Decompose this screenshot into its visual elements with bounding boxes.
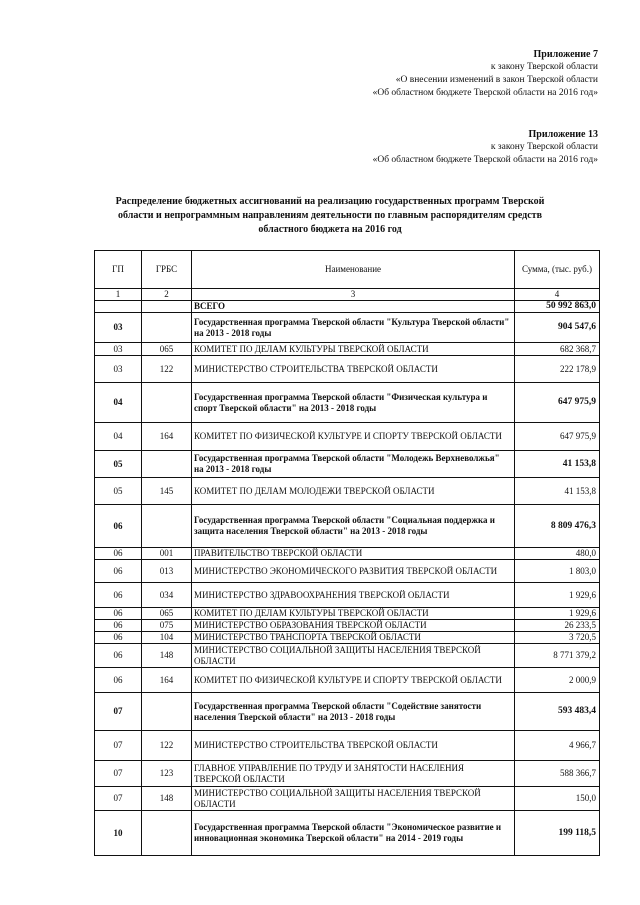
name-cell: КОМИТЕТ ПО ФИЗИЧЕСКОЙ КУЛЬТУРЕ И СПОРТУ ТВЕРСКОЙ ОБЛАСТИ [192, 668, 515, 693]
sum-cell: 647 975,9 [515, 423, 600, 451]
table-row [95, 451, 600, 478]
name-cell: Государственная программа Тверской области "Физическая культура и спорт Тверской области" на 2013 - 2018 годы [192, 383, 515, 423]
grbs-cell: 013 [142, 560, 192, 583]
grbs-cell [142, 313, 192, 343]
table-body [95, 313, 600, 856]
appendix-7-line: к закону Тверской области [490, 62, 598, 72]
document-title-line: областного бюджета на 2016 год [258, 224, 402, 235]
table-row [95, 313, 600, 343]
header-grbs: ГРБС [142, 251, 192, 289]
document-title [60, 195, 600, 237]
sum-cell: 4 966,7 [515, 731, 600, 761]
sum-cell: 150,0 [515, 787, 600, 811]
colnum-3: 3 [192, 289, 515, 301]
grbs-cell: 104 [142, 632, 192, 644]
sum-cell: 647 975,9 [515, 383, 600, 423]
grbs-cell: 164 [142, 668, 192, 693]
grbs-cell: 122 [142, 356, 192, 383]
grbs-cell: 145 [142, 478, 192, 505]
gp-cell: 06 [95, 548, 142, 560]
table-row [95, 668, 600, 693]
colnum-4: 4 [515, 289, 600, 301]
name-cell: МИНИСТЕРСТВО ЗДРАВООХРАНЕНИЯ ТВЕРСКОЙ ОБЛАСТИ [192, 583, 515, 608]
gp-cell: 07 [95, 787, 142, 811]
table-row [95, 356, 600, 383]
table-row [95, 731, 600, 761]
appendix-13-line: к закону Тверской области [490, 142, 598, 152]
gp-cell: 07 [95, 731, 142, 761]
grbs-cell: 001 [142, 548, 192, 560]
table-row [95, 583, 600, 608]
total-row [95, 301, 600, 313]
table-header-row [95, 251, 600, 289]
sum-cell: 904 547,6 [515, 313, 600, 343]
sum-cell: 41 153,8 [515, 451, 600, 478]
grbs-cell [142, 505, 192, 548]
name-cell: Государственная программа Тверской области "Содействие занятости населения Тверской области" на 2013 - 2018 годы [192, 693, 515, 731]
gp-cell: 03 [95, 343, 142, 356]
column-number-row [95, 289, 600, 301]
sum-cell: 1 929,6 [515, 608, 600, 620]
gp-cell: 06 [95, 644, 142, 668]
table-row [95, 620, 600, 632]
grbs-cell: 122 [142, 731, 192, 761]
appendix-7-header [373, 48, 598, 100]
table-row [95, 644, 600, 668]
header-gp: ГП [95, 251, 142, 289]
gp-cell: 04 [95, 383, 142, 423]
name-cell: Государственная программа Тверской области "Молодежь Верхневолжья" на 2013 - 2018 годы [192, 451, 515, 478]
table-row [95, 548, 600, 560]
name-cell: ПРАВИТЕЛЬСТВО ТВЕРСКОЙ ОБЛАСТИ [192, 548, 515, 560]
gp-cell: 05 [95, 451, 142, 478]
sum-cell: 199 118,5 [515, 811, 600, 856]
gp-cell: 03 [95, 313, 142, 343]
gp-cell: 06 [95, 560, 142, 583]
gp-cell: 06 [95, 583, 142, 608]
sum-cell: 480,0 [515, 548, 600, 560]
grbs-cell: 075 [142, 620, 192, 632]
gp-cell: 05 [95, 478, 142, 505]
sum-cell: 8 771 379,2 [515, 644, 600, 668]
sum-cell: 222 178,9 [515, 356, 600, 383]
sum-cell: 682 368,7 [515, 343, 600, 356]
table-row [95, 787, 600, 811]
name-cell: МИНИСТЕРСТВО СОЦИАЛЬНОЙ ЗАЩИТЫ НАСЕЛЕНИЯ ТВЕРСКОЙ ОБЛАСТИ [192, 644, 515, 668]
sum-cell: 593 483,4 [515, 693, 600, 731]
sum-cell: 41 153,8 [515, 478, 600, 505]
table-row [95, 693, 600, 731]
table-row [95, 478, 600, 505]
colnum-1: 1 [95, 289, 142, 301]
appendix-13-title: Приложение 13 [528, 129, 598, 140]
budget-table [94, 250, 600, 856]
gp-cell: 06 [95, 632, 142, 644]
gp-cell: 07 [95, 693, 142, 731]
table-row [95, 423, 600, 451]
header-name: Наименование [192, 251, 515, 289]
sum-cell: 1 803,0 [515, 560, 600, 583]
grbs-cell: 148 [142, 787, 192, 811]
grbs-cell: 123 [142, 761, 192, 787]
total-label: ВСЕГО [192, 301, 515, 313]
table-row [95, 632, 600, 644]
sum-cell: 8 809 476,3 [515, 505, 600, 548]
sum-cell: 1 929,6 [515, 583, 600, 608]
name-cell: МИНИСТЕРСТВО ОБРАЗОВАНИЯ ТВЕРСКОЙ ОБЛАСТИ [192, 620, 515, 632]
name-cell: Государственная программа Тверской области "Экономическое развитие и инновационная экономика Тверской области" на 2014 - 2019 годы [192, 811, 515, 856]
grbs-cell: 065 [142, 343, 192, 356]
name-cell: МИНИСТЕРСТВО СОЦИАЛЬНОЙ ЗАЩИТЫ НАСЕЛЕНИЯ ТВЕРСКОЙ ОБЛАСТИ [192, 787, 515, 811]
gp-cell: 03 [95, 356, 142, 383]
table-row [95, 505, 600, 548]
gp-cell: 06 [95, 668, 142, 693]
colnum-2: 2 [142, 289, 192, 301]
grbs-cell: 148 [142, 644, 192, 668]
table-row [95, 383, 600, 423]
table-row [95, 811, 600, 856]
sum-cell: 2 000,9 [515, 668, 600, 693]
appendix-13-line: «Об областном бюджете Тверской области на 2016 год» [372, 155, 598, 165]
name-cell: МИНИСТЕРСТВО СТРОИТЕЛЬСТВА ТВЕРСКОЙ ОБЛАСТИ [192, 356, 515, 383]
table-row [95, 761, 600, 787]
gp-cell: 06 [95, 608, 142, 620]
sum-cell: 588 366,7 [515, 761, 600, 787]
sum-cell: 26 233,5 [515, 620, 600, 632]
appendix-7-line: «Об областном бюджете Тверской области на 2016 год» [372, 88, 598, 98]
appendix-13-header [373, 128, 598, 167]
grbs-cell: 164 [142, 423, 192, 451]
name-cell: КОМИТЕТ ПО ДЕЛАМ МОЛОДЕЖИ ТВЕРСКОЙ ОБЛАСТИ [192, 478, 515, 505]
grbs-cell [142, 383, 192, 423]
table-row [95, 608, 600, 620]
table-row [95, 560, 600, 583]
gp-cell: 04 [95, 423, 142, 451]
grbs-cell: 065 [142, 608, 192, 620]
name-cell: МИНИСТЕРСТВО СТРОИТЕЛЬСТВА ТВЕРСКОЙ ОБЛАСТИ [192, 731, 515, 761]
name-cell: КОМИТЕТ ПО ДЕЛАМ КУЛЬТУРЫ ТВЕРСКОЙ ОБЛАСТИ [192, 343, 515, 356]
table-row [95, 343, 600, 356]
sum-cell: 3 720,5 [515, 632, 600, 644]
name-cell: Государственная программа Тверской области "Социальная поддержка и защита населения Тверской области" на 2013 - 2018 годы [192, 505, 515, 548]
gp-cell: 10 [95, 811, 142, 856]
name-cell: МИНИСТЕРСТВО ЭКОНОМИЧЕСКОГО РАЗВИТИЯ ТВЕРСКОЙ ОБЛАСТИ [192, 560, 515, 583]
grbs-cell: 034 [142, 583, 192, 608]
name-cell: Государственная программа Тверской области "Культура Тверской области" на 2013 - 2018 годы [192, 313, 515, 343]
grbs-cell [142, 811, 192, 856]
grbs-cell [142, 693, 192, 731]
gp-cell: 07 [95, 761, 142, 787]
name-cell: КОМИТЕТ ПО ФИЗИЧЕСКОЙ КУЛЬТУРЕ И СПОРТУ ТВЕРСКОЙ ОБЛАСТИ [192, 423, 515, 451]
name-cell: КОМИТЕТ ПО ДЕЛАМ КУЛЬТУРЫ ТВЕРСКОЙ ОБЛАСТИ [192, 608, 515, 620]
appendix-7-line: «О внесении изменений в закон Тверской области [395, 75, 598, 85]
gp-cell: 06 [95, 620, 142, 632]
header-sum: Сумма, (тыс. руб.) [515, 251, 600, 289]
total-sum: 50 992 863,0 [515, 301, 600, 313]
grbs-cell [142, 451, 192, 478]
document-title-line: области и непрограммным направлениям деятельности по главным распорядителям средств [118, 210, 542, 221]
document-title-line: Распределение бюджетных ассигнований на реализацию государственных программ Тверской [115, 196, 545, 207]
name-cell: ГЛАВНОЕ УПРАВЛЕНИЕ ПО ТРУДУ И ЗАНЯТОСТИ НАСЕЛЕНИЯ ТВЕРСКОЙ ОБЛАСТИ [192, 761, 515, 787]
appendix-7-title: Приложение 7 [533, 49, 598, 60]
gp-cell: 06 [95, 505, 142, 548]
name-cell: МИНИСТЕРСТВО ТРАНСПОРТА ТВЕРСКОЙ ОБЛАСТИ [192, 632, 515, 644]
